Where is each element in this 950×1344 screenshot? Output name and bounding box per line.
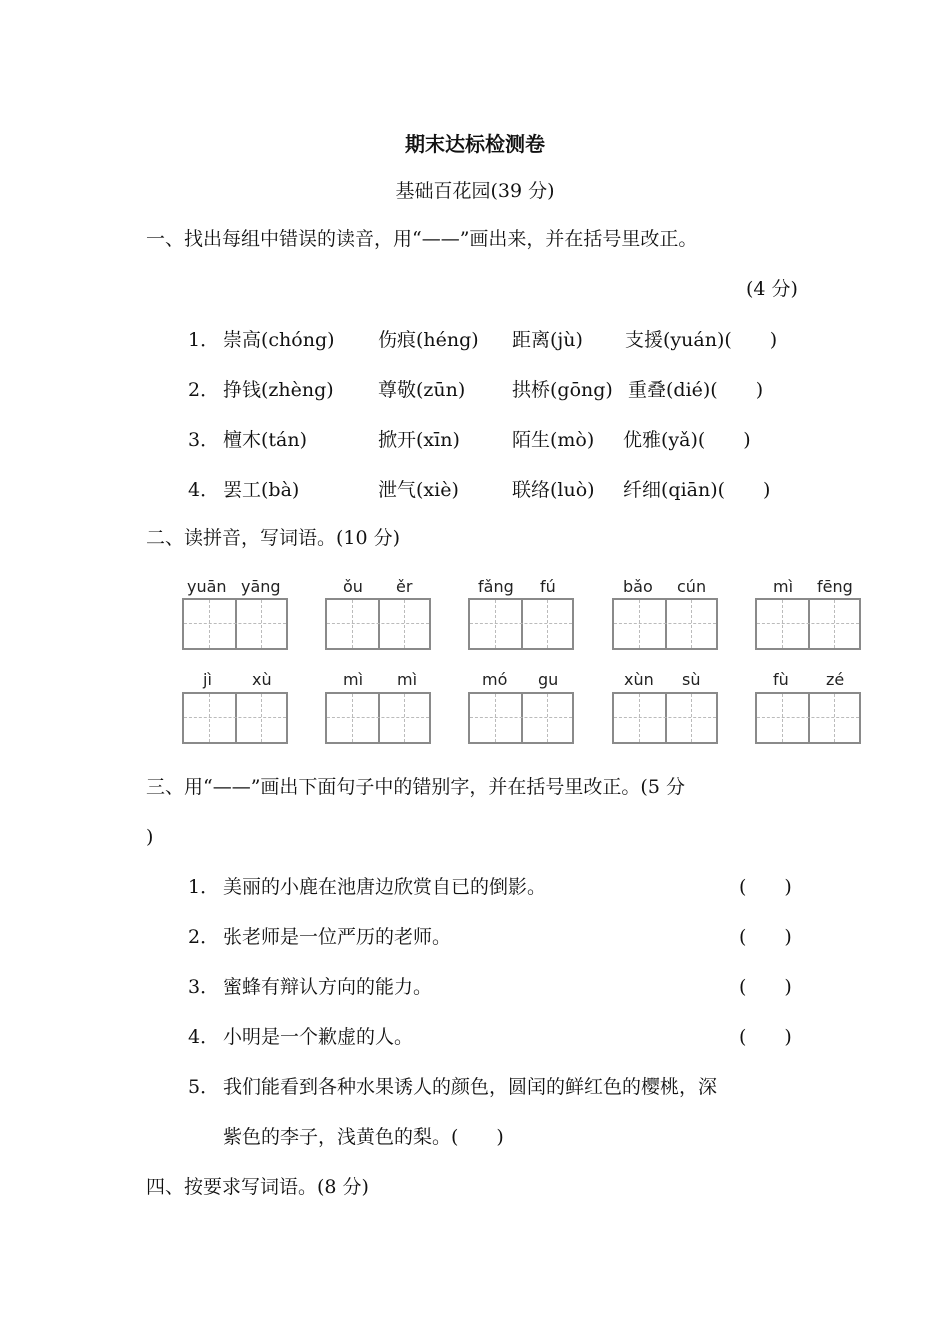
pinyin: ǒu [343, 577, 363, 596]
page-title: 期末达标检测卷 [405, 132, 545, 156]
pinyin: fù [773, 670, 789, 689]
writing-grid[interactable] [325, 598, 431, 650]
section1-row [0, 427, 950, 453]
writing-grid[interactable] [468, 598, 574, 650]
item-text-cont: 紫色的李子，浅黄色的梨。( ) [223, 1126, 504, 1148]
pinyin: fēng [817, 577, 853, 596]
pinyin: sù [682, 670, 701, 689]
pinyin: xùn [624, 670, 654, 689]
word-b: 掀开(xīn) [378, 429, 460, 451]
answer-paren[interactable]: ( ) [739, 876, 792, 898]
item-number: 2． [188, 926, 220, 948]
word-d: 纤细(qiān)( ) [623, 479, 771, 501]
pinyin: cún [677, 577, 707, 596]
pinyin: mó [482, 670, 508, 689]
writing-grid[interactable] [612, 692, 718, 744]
section1-score: (4 分) [746, 278, 798, 300]
row-number: 4． [188, 479, 220, 501]
item-number: 4． [188, 1026, 220, 1048]
section3-heading-cont: ) [146, 826, 154, 848]
writing-grid[interactable] [182, 598, 288, 650]
answer-paren[interactable]: ( ) [739, 976, 792, 998]
writing-grid[interactable] [182, 692, 288, 744]
row-number: 1． [188, 329, 220, 351]
word-d: 优雅(yǎ)( ) [623, 429, 751, 451]
pinyin: mì [397, 670, 418, 689]
word-a: 崇高(chóng) [223, 329, 335, 351]
item-text: 我们能看到各种水果诱人的颜色，圆闰的鲜红色的樱桃，深 [223, 1076, 718, 1098]
item-text: 张老师是一位严历的老师。 [223, 926, 452, 948]
word-b: 尊敬(zūn) [378, 379, 466, 401]
pinyin: mì [773, 577, 794, 596]
pinyin: ěr [396, 577, 413, 596]
pinyin: xù [252, 670, 272, 689]
writing-grid[interactable] [325, 692, 431, 744]
section2-heading: 二、读拼音，写词语。(10 分) [146, 527, 401, 549]
word-b: 伤痕(héng) [378, 329, 479, 351]
pinyin: yuān [187, 577, 227, 596]
answer-paren[interactable]: ( ) [739, 926, 792, 948]
section1-row [0, 327, 950, 353]
section1-row [0, 377, 950, 403]
item-number: 1． [188, 876, 220, 898]
pinyin: bǎo [623, 577, 653, 596]
word-b: 泄气(xiè) [378, 479, 459, 501]
word-c: 联络(luò) [512, 479, 595, 501]
word-c: 陌生(mò) [512, 429, 595, 451]
pinyin: fǎng [478, 577, 514, 596]
item-number: 5． [188, 1076, 220, 1098]
section3-heading: 三、用“——”画出下面句子中的错别字，并在括号里改正。(5 分 [146, 776, 685, 798]
word-c: 拱桥(gōng) [512, 379, 613, 401]
section4-heading: 四、按要求写词语。(8 分) [146, 1176, 369, 1198]
word-d: 支援(yuán)( ) [625, 329, 778, 351]
item-text: 美丽的小鹿在池唐边欣赏自已的倒影。 [223, 876, 547, 898]
pinyin: mì [343, 670, 364, 689]
page-subtitle: 基础百花园(39 分) [395, 180, 555, 202]
item-text: 蜜蜂有辩认方向的能力。 [223, 976, 433, 998]
section1-row [0, 477, 950, 503]
row-number: 3． [188, 429, 220, 451]
item-text: 小明是一个歉虚的人。 [223, 1026, 414, 1048]
pinyin: gu [538, 670, 559, 689]
writing-grid[interactable] [468, 692, 574, 744]
writing-grid[interactable] [755, 692, 861, 744]
word-a: 挣钱(zhèng) [223, 379, 334, 401]
pinyin: zé [826, 670, 845, 689]
writing-grid[interactable] [755, 598, 861, 650]
word-a: 檀木(tán) [223, 429, 308, 451]
pinyin: yāng [241, 577, 281, 596]
word-c: 距离(jù) [512, 329, 583, 351]
word-d: 重叠(dié)( ) [628, 379, 764, 401]
item-number: 3． [188, 976, 220, 998]
word-a: 罢工(bà) [223, 479, 300, 501]
section1-heading: 一、找出每组中错误的读音，用“——”画出来，并在括号里改正。 [146, 228, 698, 250]
pinyin: jì [203, 670, 212, 689]
answer-paren[interactable]: ( ) [739, 1026, 792, 1048]
row-number: 2． [188, 379, 220, 401]
pinyin: fú [540, 577, 556, 596]
writing-grid[interactable] [612, 598, 718, 650]
